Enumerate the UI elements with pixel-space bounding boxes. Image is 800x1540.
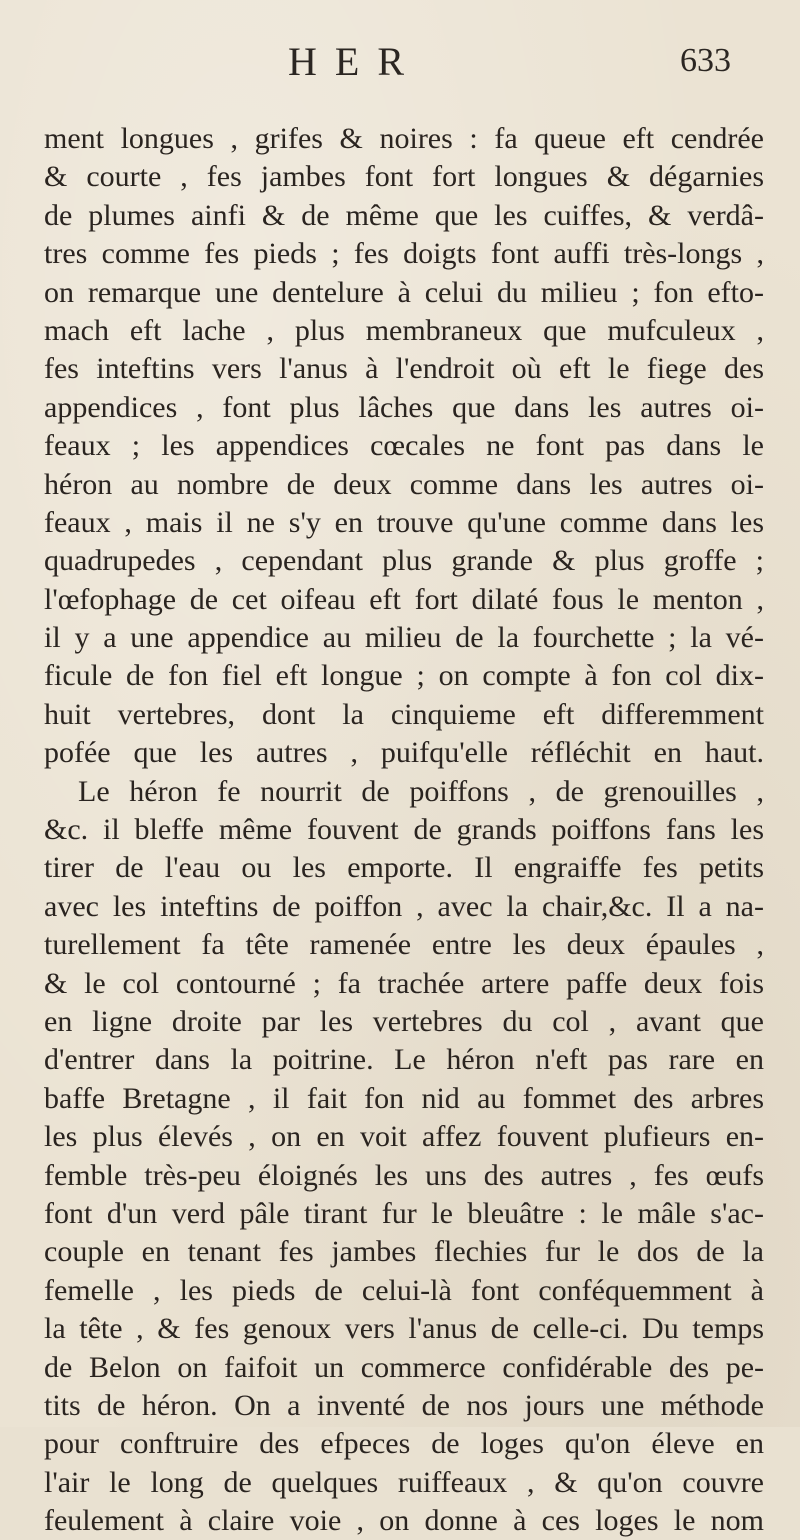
text-line: ment longues , grifes & noires : fa queue eft cendrée: [44, 122, 764, 155]
text-line: en ligne droite par les vertebres du col , avant que: [44, 1004, 764, 1038]
text-line: l'air le long de quelques ruiffeaux , & qu'on couvre: [44, 1465, 764, 1499]
text-line: l'œfophage de cet oifeau eft fort dilaté fous le menton ,: [44, 582, 764, 616]
text-line: avec les inteftins de poiffon , avec la chair,&c. Il a na-: [44, 889, 764, 923]
paragraph-start-line: Le héron fe nourrit de poiffons , de grenouilles ,: [78, 774, 764, 808]
text-line: on remarque une dentelure à celui du milieu ; fon efto-: [44, 275, 764, 309]
text-line: huit vertebres, dont la cinquieme eft differemment: [44, 697, 764, 731]
text-line: pofée que les autres , puifqu'elle réfléchit en haut.: [44, 736, 764, 770]
text-line: ficule de fon fiel eft longue ; on compte à fon col dix-: [44, 659, 764, 693]
text-line: de Belon on faifoit un commerce confidérable des pe-: [44, 1350, 764, 1384]
text-line: d'entrer dans la poitrine. Le héron n'eft pas rare en: [44, 1043, 764, 1077]
text-line: mach eft lache , plus membraneux que mufculeux ,: [44, 313, 764, 347]
text-line: de plumes ainfi & de même que les cuiffes, & verdâ-: [44, 198, 764, 232]
body-text: [44, 120, 764, 1540]
text-line: couple en tenant fes jambes flechies fur le dos de la: [44, 1235, 764, 1269]
text-line: & courte , fes jambes font fort longues & dégarnies: [44, 160, 764, 194]
text-line: la tête , & fes genoux vers l'anus de celle-ci. Du temps: [44, 1312, 764, 1346]
text-line: &c. il bleffe même fouvent de grands poiffons fans les: [44, 813, 764, 847]
text-line: font d'un verd pâle tirant fur le bleuâtre : le mâle s'ac-: [44, 1196, 764, 1230]
text-line: feaux ; les appendices cœcales ne font pas dans le: [44, 429, 764, 463]
text-line: appendices , font plus lâches que dans les autres oi-: [44, 390, 764, 424]
page-header: [0, 38, 800, 98]
text-line: héron au nombre de deux comme dans les autres oi-: [44, 467, 764, 501]
text-line: turellement fa tête ramenée entre les deux épaules ,: [44, 928, 764, 962]
text-line: femelle , les pieds de celui-là font conféquemment à: [44, 1273, 764, 1307]
text-line: pour conftruire des efpeces de loges qu'on éleve en: [44, 1427, 764, 1461]
text-line: baffe Bretagne , il fait fon nid au fommet des arbres: [44, 1081, 764, 1115]
page-number: 633: [680, 42, 731, 79]
text-line: il y a une appendice au milieu de la fourchette ; la vé-: [44, 621, 764, 655]
text-line: & le col contourné ; fa trachée artere paffe deux fois: [44, 966, 764, 1000]
text-line: tirer de l'eau ou les emporte. Il engraiffe fes petits: [44, 851, 764, 885]
running-head: HER: [288, 39, 422, 84]
text-line: tres comme fes pieds ; fes doigts font auffi très-longs ,: [44, 237, 764, 271]
text-line: feulement à claire voie , on donne à ces loges le nom: [44, 1504, 764, 1538]
text-line: quadrupedes , cependant plus grande & plus groffe ;: [44, 544, 764, 578]
text-line: les plus élevés , on en voit affez fouvent plufieurs en-: [44, 1120, 764, 1154]
text-line: feaux , mais il ne s'y en trouve qu'une comme dans les: [44, 505, 764, 539]
text-line: fes inteftins vers l'anus à l'endroit où eft le fiege des: [44, 352, 764, 386]
text-line: tits de héron. On a inventé de nos jours une méthode: [44, 1388, 764, 1422]
text-line: femble très-peu éloignés les uns des autres , fes œufs: [44, 1158, 764, 1192]
